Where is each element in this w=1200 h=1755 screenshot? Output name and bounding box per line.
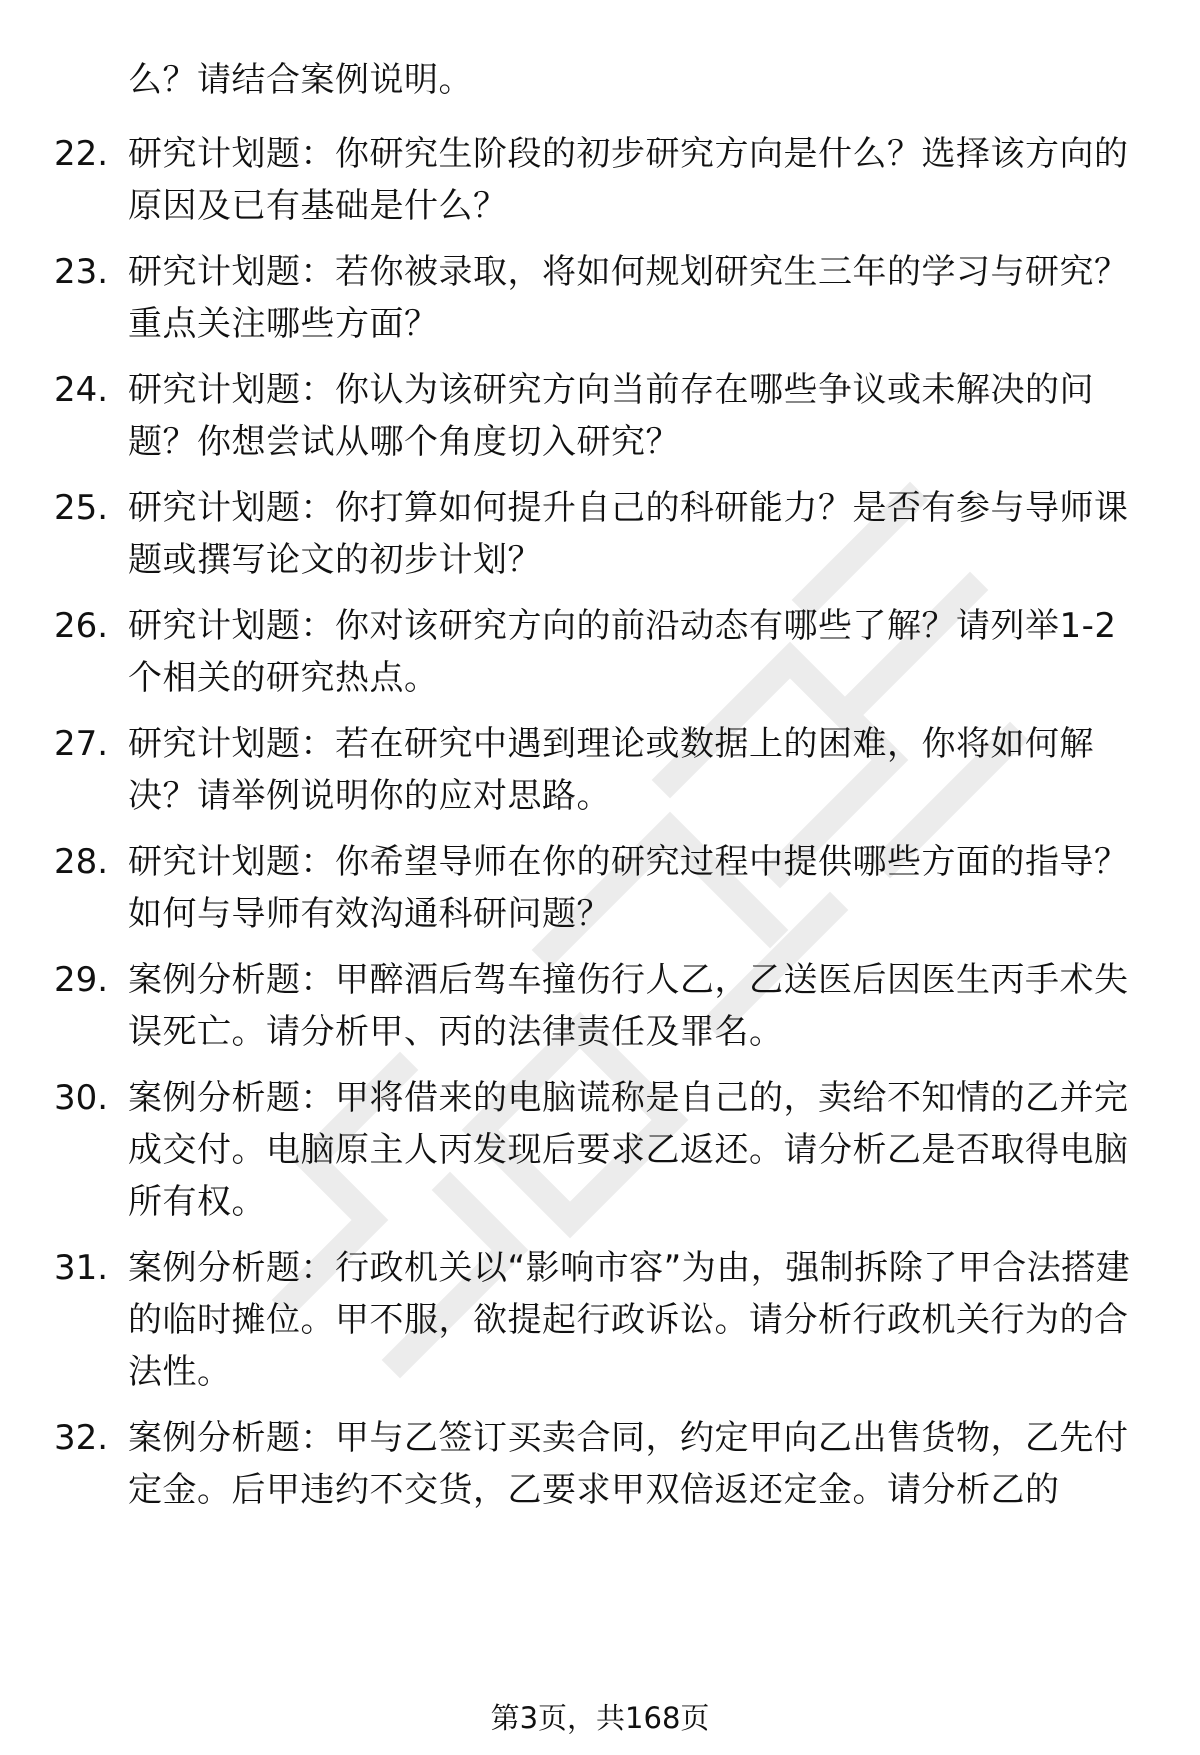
page-footer: 第3页，共168页 [490,1701,710,1735]
question-text: 研究计划题：若在研究中遇到理论或数据上的困难，你将如何解决？请举例说明你的应对思路。 [128,724,1094,816]
question-text: 研究计划题：你认为该研究方向当前存在哪些争议或未解决的问题？你想尝试从哪个角度切入研究？ [128,370,1094,462]
question-number: 31. [54,1248,109,1288]
question-number: 23. [54,252,109,292]
question-number: 28. [54,842,109,882]
question-text: 案例分析题：甲将借来的电脑谎称是自己的，卖给不知情的乙并完成交付。电脑原主人丙发现后要求乙返还。请分析乙是否取得电脑所有权。 [128,1078,1129,1222]
question-number: 22. [54,134,109,174]
question-text: 案例分析题：甲与乙签订买卖合同，约定甲向乙出售货物，乙先付定金。后甲违约不交货，乙要求甲双倍返还定金。请分析乙的 [128,1418,1129,1510]
question-number: 27. [54,724,109,764]
question-text: 研究计划题：你希望导师在你的研究过程中提供哪些方面的指导？如何与导师有效沟通科研问题？ [128,842,1129,934]
question-text: 研究计划题：若你被录取，将如何规划研究生三年的学习与研究？重点关注哪些方面？ [128,252,1129,344]
question-text-fragment: 么？请结合案例说明。 [128,60,473,100]
question-text: 研究计划题：你对该研究方向的前沿动态有哪些了解？请列举1-2个相关的研究热点。 [128,606,1117,698]
question-number: 30. [54,1078,109,1118]
question-text: 案例分析题：行政机关以“影响市容”为由，强制拆除了甲合法搭建的临时摊位。甲不服，欲提起行政诉讼。请分析行政机关行为的合法性。 [128,1248,1131,1392]
question-number: 26. [54,606,109,646]
question-text: 案例分析题：甲醉酒后驾车撞伤行人乙，乙送医后因医生丙手术失误死亡。请分析甲、丙的法律责任及罪名。 [128,960,1129,1052]
question-number: 29. [54,960,109,1000]
question-number: 25. [54,488,109,528]
question-text: 研究计划题：你打算如何提升自己的科研能力？是否有参与导师课题或撰写论文的初步计划？ [128,488,1129,580]
question-number: 32. [54,1418,109,1458]
question-number: 24. [54,370,109,410]
question-text: 研究计划题：你研究生阶段的初步研究方向是什么？选择该方向的原因及已有基础是什么？ [128,134,1129,226]
